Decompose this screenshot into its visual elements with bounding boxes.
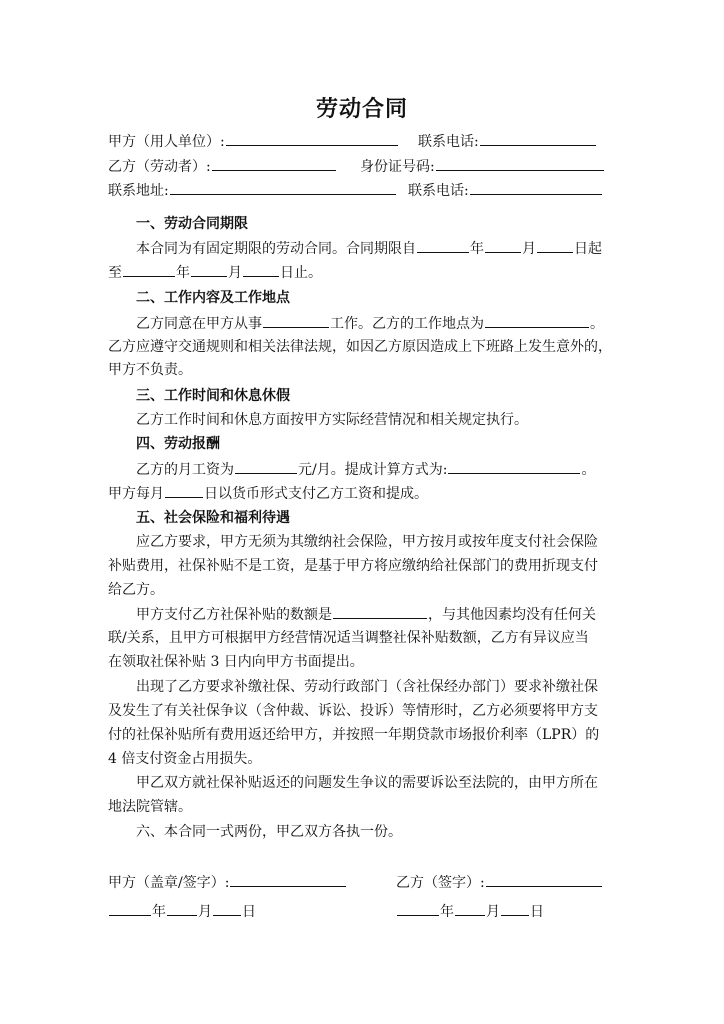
address-label: 联系地址:: [108, 183, 169, 199]
address-row: [108, 180, 397, 201]
monthly-salary-field[interactable]: [235, 459, 297, 474]
party-b-label: 乙方（劳动者）:: [108, 159, 211, 175]
section-5-p4-line-2: 地法院管辖。: [108, 799, 192, 815]
section-5-heading: 五、社会保险和福利待遇: [136, 510, 290, 526]
section-5-p2-line-2: 联/关系，且甲方可根据甲方经营情况适当调整社保补贴数额，乙方有异议应当: [108, 630, 589, 646]
section-3-heading: 三、工作时间和休息休假: [136, 388, 290, 404]
section-2-heading: 二、工作内容及工作地点: [136, 290, 290, 306]
document-title: 劳动合同: [315, 96, 408, 122]
party-b-signature-row: [396, 872, 603, 893]
party-a-date-row: 年 月 日: [108, 901, 256, 922]
section-5-p3-line-2: 及发生了有关社保争议（含仲裁、诉讼、投诉）等情形时，乙方必须要将甲方支: [108, 703, 598, 719]
party-b-name-field[interactable]: [212, 156, 336, 171]
section-5-p4-line-1: 甲乙双方就社保补贴返还的问题发生争议的需要诉讼至法院的，由甲方所在: [136, 775, 598, 791]
party-b-signature-field[interactable]: [486, 872, 602, 887]
section-4-line-1: 乙方的月工资为 元/月。提成计算方式为: 。: [136, 459, 595, 480]
section-5-p2-line-3: 在领取社保补贴 3 日内向甲方书面提出。: [108, 654, 364, 670]
party-a-day-field[interactable]: [213, 901, 241, 916]
start-month-field[interactable]: [485, 238, 521, 253]
job-content-field[interactable]: [263, 313, 329, 328]
section-5-p3-line-1: 出现了乙方要求补缴社保、劳动行政部门（含社保经办部门）要求补缴社保: [136, 679, 598, 695]
party-a-label: 甲方（用人单位）:: [108, 134, 225, 150]
pay-day-field[interactable]: [165, 483, 203, 498]
section-5-p1-line-1: 应乙方要求，甲方无须为其缴纳社会保险，甲方按月或按年度支付社会保险: [136, 534, 598, 550]
section-4-line-2: 甲方每月 日以货币形式支付乙方工资和提成。: [108, 483, 428, 504]
id-number-field[interactable]: [436, 156, 604, 171]
commission-method-field[interactable]: [448, 459, 580, 474]
id-number-label: 身份证号码:: [360, 159, 435, 175]
section-2-line-2: 乙方应遵守交通规则和相关法律法规，如因乙方原因造成上下班路上发生意外的，: [108, 339, 612, 355]
address-field[interactable]: [170, 180, 396, 195]
party-b-day-field[interactable]: [501, 901, 529, 916]
party-b-date-row: 年 月 日: [396, 901, 544, 922]
end-year-field[interactable]: [123, 262, 175, 277]
party-b-row: [108, 156, 337, 177]
section-5-p1-line-3: 给乙方。: [108, 582, 164, 598]
section-1-heading: 一、劳动合同期限: [136, 216, 248, 232]
section-5-p2-line-1: 甲方支付乙方社保补贴的数额是 ，与其他因素均没有任何关: [136, 604, 596, 625]
phone-label-2: 联系电话:: [408, 183, 469, 199]
section-5-p3-line-4: 4 倍支付资金占用损失。: [108, 751, 262, 767]
section-2-line-1: 乙方同意在甲方从事 工作。乙方的工作地点为 。: [136, 313, 604, 334]
end-month-field[interactable]: [191, 262, 227, 277]
section-5-p1-line-2: 补贴费用，社保补贴不是工资，是基于甲方将应缴纳给社保部门的费用折现支付: [108, 558, 598, 574]
section-2-line-3: 甲方不负责。: [108, 362, 192, 378]
party-a-year-field[interactable]: [109, 901, 151, 916]
phone-field-1[interactable]: [480, 131, 596, 146]
party-a-signature-row: [108, 872, 347, 893]
party-b-year-field[interactable]: [397, 901, 439, 916]
id-number-row: [360, 156, 605, 177]
party-a-month-field[interactable]: [167, 901, 197, 916]
section-6-text: 六、本合同一式两份，甲乙双方各执一份。: [136, 824, 402, 840]
party-b-month-field[interactable]: [455, 901, 485, 916]
end-day-field[interactable]: [243, 262, 279, 277]
section-1-line-2: 至 年 月 日止。: [108, 262, 322, 283]
start-day-field[interactable]: [537, 238, 573, 253]
party-a-row: [108, 131, 399, 152]
phone-label-1: 联系电话:: [418, 134, 479, 150]
insurance-subsidy-amount-field[interactable]: [333, 604, 427, 619]
section-4-heading: 四、劳动报酬: [136, 436, 220, 452]
party-a-name-field[interactable]: [226, 131, 398, 146]
phone-field-2[interactable]: [470, 180, 602, 195]
work-location-field[interactable]: [485, 313, 589, 328]
party-b-signature-label: 乙方（签字）:: [396, 875, 485, 891]
section-1-line-1: 本合同为有固定期限的劳动合同。合同期限自 年 月 日起: [136, 238, 602, 259]
section-5-p3-line-3: 付的社保补贴所有费用返还给甲方，并按照一年期贷款市场报价利率（LPR）的: [108, 727, 600, 743]
section-3-line-1: 乙方工作时间和休息方面按甲方实际经营情况和相关规定执行。: [136, 412, 528, 428]
phone-row-1: [418, 131, 597, 152]
party-a-signature-label: 甲方（盖章/签字）:: [108, 875, 230, 891]
party-a-signature-field[interactable]: [230, 872, 346, 887]
start-year-field[interactable]: [417, 238, 469, 253]
phone-row-2: [408, 180, 603, 201]
